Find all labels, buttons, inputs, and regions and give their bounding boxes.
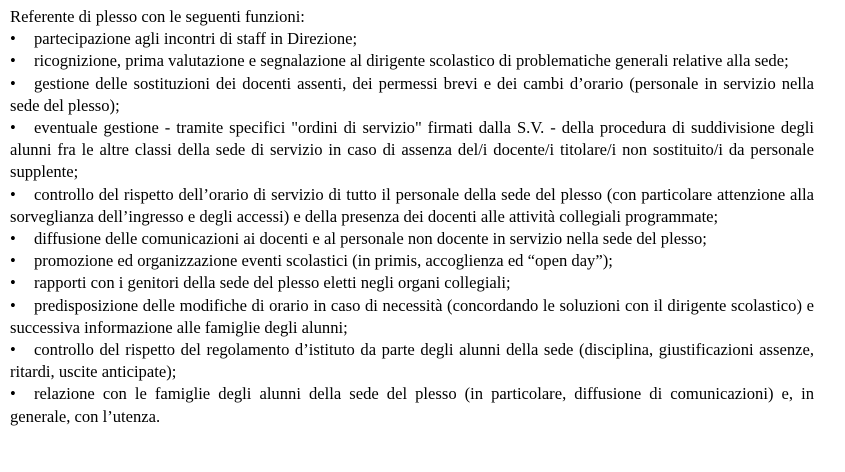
list-item (10, 73, 814, 117)
list-item (10, 383, 814, 427)
list-item-text: partecipazione agli incontri di staff in Direzione; (34, 29, 358, 49)
bullet-icon (10, 117, 34, 139)
list-item-text: gestione delle sostituzioni dei docenti assenti, dei permessi brevi e dei cambi d’orario (personale in servizio nella sede del plesso); (10, 73, 814, 115)
list-item-text: controllo del rispetto del regolamento d’istituto da parte degli alunni della sede (disciplina, giustificazioni assenze, ritardi, uscite anticipate); (10, 340, 814, 382)
list-item (10, 28, 814, 50)
bullet-icon (10, 73, 34, 95)
bullet-icon (10, 272, 34, 294)
list-item (10, 228, 814, 250)
list-item-text: controllo del rispetto dell’orario di servizio di tutto il personale della sede del plesso (con particolare attenzione alla sorveglianza dell’ingresso e degli accessi) e della presenza dei docenti alle attività collegiali programmate; (10, 184, 814, 226)
bullet-icon (10, 228, 34, 250)
list-item-text: rapporti con i genitori della sede del plesso eletti negli organi collegiali; (34, 273, 511, 293)
list-item-text: relazione con le famiglie degli alunni della sede del plesso (in particolare, diffusione di comunicazioni) e, in generale, con l’utenza. (10, 384, 814, 426)
list-item (10, 295, 814, 339)
bullet-icon (10, 339, 34, 361)
list-item (10, 272, 814, 294)
list-item-text: ricognizione, prima valutazione e segnalazione al dirigente scolastico di problematiche generali relative alla sede; (34, 51, 789, 71)
bullet-icon (10, 184, 34, 206)
bullet-icon (10, 250, 34, 272)
bullet-icon (10, 295, 34, 317)
list-item-text: predisposizione delle modifiche di orario in caso di necessità (concordando le soluzioni con il dirigente scolastico) e successiva informazione alle famiglie degli alunni; (10, 295, 814, 337)
document-body (10, 6, 814, 428)
list-item (10, 339, 814, 383)
list-item (10, 117, 814, 184)
list-item-text: diffusione delle comunicazioni ai docenti e al personale non docente in servizio nella sede del plesso; (34, 229, 707, 249)
bullet-icon (10, 383, 34, 405)
list-item-text: promozione ed organizzazione eventi scolastici (in primis, accoglienza ed “open day”); (34, 251, 613, 271)
document-heading: Referente di plesso con le seguenti funzioni: (10, 7, 305, 26)
list-item (10, 184, 814, 228)
list-item (10, 250, 814, 272)
bullet-icon (10, 28, 34, 50)
bullet-icon (10, 50, 34, 72)
list-item (10, 50, 814, 72)
function-list (10, 28, 814, 428)
list-item-text: eventuale gestione - tramite specifici "ordini di servizio" firmati dalla S.V. - della procedura di suddivisione degli alunni fra le altre classi della sede di servizio in caso di assenza del/i docente/i titolare/i non sostituito/i da personale supplente; (10, 118, 814, 182)
